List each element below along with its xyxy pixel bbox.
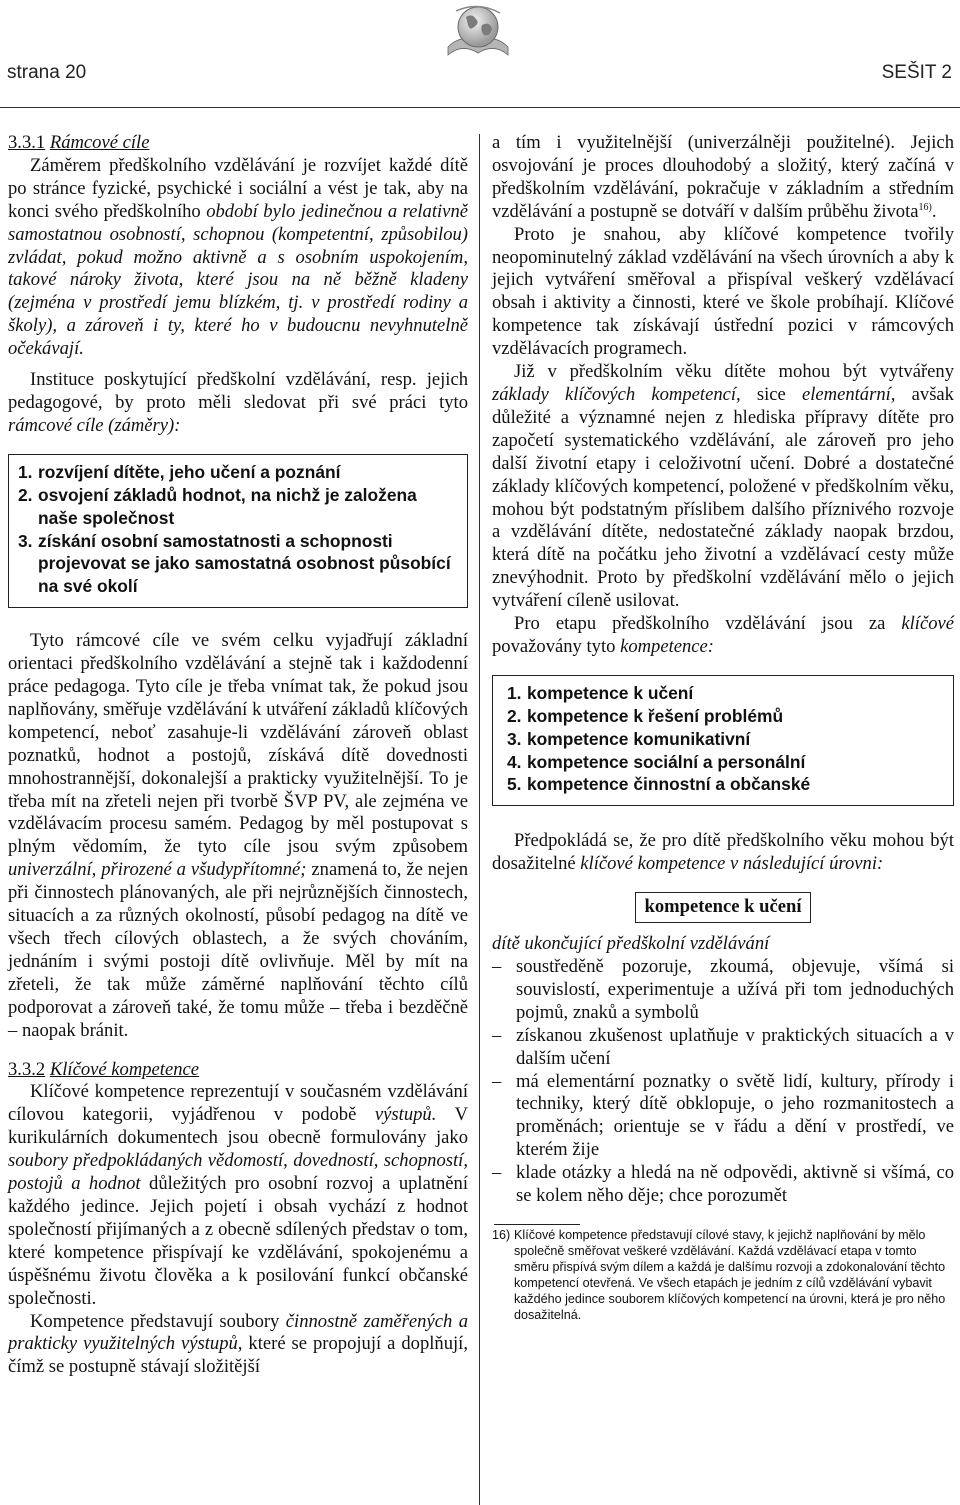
goals-box (8, 454, 468, 608)
goal-number: 1. (18, 461, 33, 482)
competence-item (507, 682, 943, 705)
italic-run: soubory předpokládaných vědomostí, dovedností, schopností, postojů a hodnot (8, 1150, 468, 1195)
outcome-item (492, 1071, 954, 1163)
competence-text: kompetence k řešení problémů (527, 705, 784, 726)
page-number: strana 20 (7, 62, 87, 83)
competence-text: kompetence sociální a personální (527, 751, 806, 772)
goal-number: 3. (18, 530, 33, 551)
section-number: 3.3.2 (8, 1058, 46, 1080)
header-divider (0, 107, 960, 108)
text-run: Předpokládá se, že pro dítě předškolního věku mohou být dosažitelné (492, 830, 954, 875)
section-heading-3-3-1 (8, 132, 468, 155)
competence-item (507, 751, 943, 774)
globe-book-icon (442, 3, 514, 65)
learning-box-wrap (492, 892, 954, 923)
competence-number: 5. (507, 774, 522, 795)
goal-item (18, 484, 457, 530)
paragraph (8, 630, 468, 1042)
competence-number: 2. (507, 705, 522, 726)
goal-text: rozvíjení dítěte, jeho učení a poznání (38, 461, 341, 482)
italic-run: rámcové cíle (záměry): (8, 414, 181, 436)
text-run: Pro etapu předškolního vzdělávání jsou za (514, 613, 902, 635)
italic-run: univerzální, přirozené a všudypřítomné; (8, 859, 307, 881)
outcome-text: klade otázky a hledá na ně odpovědi, aktivně si všímá, co se kolem něho děje; chce porozumět (516, 1162, 954, 1207)
text-run: Klíčové kompetence reprezentují v současném vzdělávání cílovou kategorii, vyjádřenou v podobě (8, 1081, 468, 1126)
outcome-text: soustředěně pozoruje, zkoumá, objevuje, všímá si souvislostí, experimentuje a užívá při tom jednoduchých pojmů, znaků a symbolů (516, 956, 954, 1023)
outcome-text: získanou zkušenost uplatňuje v praktických situacích a v dalším učení (516, 1024, 954, 1069)
text-run: Již v předškolním věku dítěte mohou být vytvářeny (514, 361, 954, 383)
italic-run: klíčové (901, 613, 954, 635)
text-run: Instituce poskytující předškolní vzdělávání, resp. jejich pedagogové, by proto měli sledovat při své práci tyto (8, 369, 468, 413)
dash-bullet: – (492, 1070, 502, 1092)
competences-box (492, 675, 954, 807)
outcome-item (492, 1162, 954, 1208)
italic-run: období bylo jedinečnou a relativně samostatnou osobností, schopnou (kompetentní, způsobilou) zvládat, pokud možno aktivně a s osobním uspokojením, takové nároky života, které jsou na ně běžně kladeny (zejména v prostředí jemu blízkém, tj. v prostředí rodiny a školy), a zároveň i ty, které ho v budoucnu nevyhnutelně očekávají. (8, 200, 468, 360)
competence-text: kompetence činnostní a občanské (527, 774, 811, 795)
goal-item (18, 461, 457, 484)
text-run: V kurikulárních dokumentech jsou obecně formulovány jako (8, 1104, 468, 1149)
competence-item (507, 773, 943, 796)
text-run: které se propojují a doplňují, čímž se postupně stávají složitější (8, 1333, 468, 1378)
italic-run: základy klíčových kompetencí, (492, 383, 741, 405)
paragraph: Proto je snahou, aby klíčové kompetence tvořily neopominutelný základ vzdělávání na všech úrovních a aby k jejich vytváření směřoval a přispíval veškerý vzdělávací obsah i aktivity a činnosti, které ve škole probíhají. Klíčové kompetence tak získávají ústřední pozici v rámcových vzdělávacích programech. (492, 223, 954, 360)
footnote-ref: 16) (918, 201, 932, 213)
italic-run: činnostně zaměřených a prakticky využitelných výstupů, (8, 1310, 468, 1355)
competence-text: kompetence k učení (527, 682, 694, 703)
outcome-text: má elementární poznatky o světě lidí, kultury, přírody i techniky, který dítě obklopuje, o jeho rozmanitostech a proměnách; orientuje se v řádu a dění v prostředí, ve kterém žije (516, 1070, 954, 1161)
left-column (8, 132, 468, 1379)
dash-bullet: – (492, 1162, 502, 1184)
paragraph (8, 155, 468, 361)
dash-bullet: – (492, 1024, 502, 1046)
text-run: a tím i využitelnější (univerzálněji použitelné). Jejich osvojování je proces dlouhodobý a složitý, který začíná v předškolním vzdělávání, pokračuje v základním a středním vzdělávání a postupně se dotváří v dalším průběhu života (492, 132, 954, 222)
goal-text: získání osobní samostatnosti a schopnosti projevovat se jako samostatná osobnost působící na své okolí (38, 530, 451, 597)
learning-competence-box: kompetence k učení (635, 892, 810, 923)
section-title: Rámcové cíle (49, 132, 150, 153)
section-title: SEŠIT 2 (881, 62, 952, 83)
section-title: Klíčové kompetence (49, 1058, 200, 1080)
italic-run: výstupů. (374, 1104, 437, 1126)
italic-run: dítě ukončující předškolní vzdělávání (492, 933, 770, 955)
paragraph (492, 361, 954, 613)
text-run: Kompetence představují soubory (30, 1310, 286, 1332)
goal-text: osvojení základů hodnot, na nichž je založena naše společnost (38, 484, 417, 528)
competence-number: 3. (507, 728, 522, 749)
footnote (492, 1227, 954, 1323)
italic-run: kompetence: (620, 635, 715, 657)
competence-item (507, 705, 943, 728)
section-heading-3-3-2 (8, 1059, 468, 1082)
paragraph (8, 369, 468, 438)
competence-text: kompetence komunikativní (527, 728, 751, 749)
text-run: . (931, 200, 937, 222)
section-number: 3.3.1 (8, 132, 46, 153)
competence-item (507, 728, 943, 751)
text-run: Záměrem předškolního vzdělávání je rozvíjet každé dítě po stránce fyzické, psychické i sociální a vést je tak, aby na konci svého předškolního (8, 154, 468, 222)
paragraph (8, 1081, 468, 1310)
footnote-rule (494, 1224, 580, 1225)
text-run: považovány tyto (492, 635, 621, 657)
outcome-item (492, 956, 954, 1025)
footnote-text: Klíčové kompetence představují cílové stavy, k jejichž naplňování by mělo společně směřovat veškeré vzdělávání. Každá vzdělávací etapa v tomto směru přispívá svým dílem a každá je dalšímu rozvoji a zdokonalování těchto kompetencí otevřená. Ve všech etapách je jedním z cílů vzdělávání vybavit každého jedince souborem klíčových kompetencí na úrovni, která je pro něho dosažitelná. (514, 1227, 946, 1322)
paragraph (8, 1311, 468, 1380)
competence-number: 4. (507, 751, 522, 772)
competence-number: 1. (507, 682, 522, 703)
outcome-intro (492, 933, 954, 956)
text-run: důležitých pro osobní rozvoj a uplatnění každého jedince. Jejich pojetí i obsah vychází z hodnot společností přijímaných a z obecně sdílených představ o tom, které kompetence přispívají ke vzdělávání, spokojenému a úspěšnému životu člověka a k posilování funkcí občanské společnosti. (8, 1173, 469, 1309)
column-divider (479, 134, 480, 1505)
footnote-marker: 16) (492, 1227, 511, 1242)
text-run: znamená to, že nejen při činnostech plánovaných, ale při nejrůznějších činnostech, situacích a za různých okolností, působí pedagog na dítě ve všech třech cílových oblastech, a že svých chováním, jednáním i svými postoji dítě ovlivňuje. Měl by mít na zřeteli, že tak může záměrné naplňování těchto cílů podporovat a zároveň také, že tomu může – třeba i bezděčně – naopak bránit. (8, 859, 468, 1041)
right-column (492, 132, 954, 1323)
text-run: sice (740, 383, 802, 405)
italic-run: elementární, (801, 383, 896, 405)
paragraph (492, 132, 954, 224)
italic-run: klíčové kompetence v následující úrovni: (580, 853, 884, 875)
text-run: Tyto rámcové cíle ve svém celku vyjadřují základní orientaci předškolního vzdělávání a stejně tak i každodenní práce pedagoga. Tyto cíle je třeba vnímat tak, že pokud jsou naplňovány, směřuje vzdělávání k utváření základů klíčových kompetencí, neboť zasahuje-li vzdělávání zároveň oblast poznatků, hodnot a postojů, získává dítě dovednosti mnohostrannější, dokonalejší a prakticky využitelnější. To je třeba mít na zřeteli nejen při tvorbě ŠVP PV, ale zejména ve vzdělávacím procesu samém. Pedagog by měl postupovat s plným vědomím, že tyto cíle jsou svým způsobem (8, 630, 468, 858)
paragraph (492, 830, 954, 876)
dash-bullet: – (492, 956, 502, 977)
goal-number: 2. (18, 484, 33, 505)
outcome-item (492, 1025, 954, 1071)
text-run: avšak důležité a významné nejen z hlediska přípravy dítěte pro započetí systematického vzdělávání, ale zároveň pro jeho další životní etapy i celoživotní učení. Dobré a dostatečné základy klíčových kompetencí, položené v předškolním věku, mohou být podstatným příslibem dalšího příznivého rozvoje a vzdělávání dítěte, nedostatečné základy naopak brzdou, která dítě na počátku jeho životní a vzdělávací cesty může znevýhodnit. Proto by předškolní vzdělávání mělo o jejich vytváření cíleně usilovat. (492, 383, 954, 612)
paragraph (492, 613, 954, 659)
goal-item (18, 530, 457, 599)
